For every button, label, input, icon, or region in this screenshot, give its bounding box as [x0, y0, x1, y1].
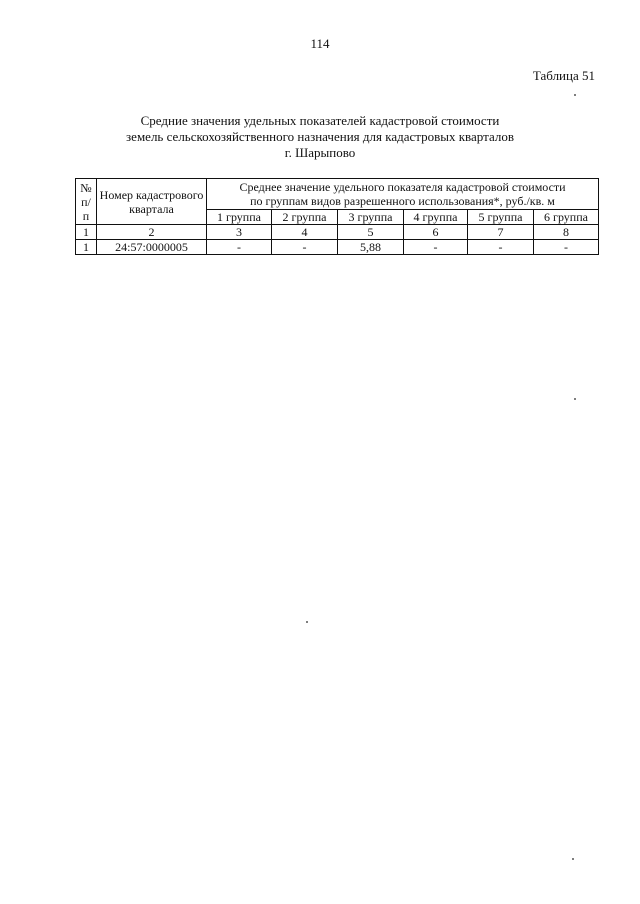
table-label: Таблица 51 — [532, 68, 595, 83]
cell-group-1: - — [207, 240, 272, 255]
cell-group-6: - — [534, 240, 599, 255]
header-group-1: 1 группа — [207, 210, 272, 225]
header-num: № п/п — [76, 179, 97, 225]
column-number: 1 — [76, 225, 97, 240]
cell-group-2: - — [272, 240, 338, 255]
column-number: 4 — [272, 225, 338, 240]
header-avg-line1: Среднее значение удельного показателя кадастровой стоимости — [239, 180, 566, 194]
title-line: земель сельскохозяйственного назначения для кадастровых кварталов — [126, 129, 514, 144]
table-row — [76, 240, 599, 255]
scan-speck — [306, 621, 308, 623]
column-number: 8 — [534, 225, 599, 240]
cell-group-4: - — [404, 240, 468, 255]
page-number: 114 — [310, 36, 330, 51]
scan-speck — [574, 94, 576, 96]
header-group-6: 6 группа — [534, 210, 599, 225]
header-quarter: Номер кадастрового квартала — [97, 179, 207, 225]
header-avg-value — [207, 179, 599, 210]
column-number: 3 — [207, 225, 272, 240]
header-group-4: 4 группа — [404, 210, 468, 225]
scan-speck — [572, 858, 574, 860]
title-line: Средние значения удельных показателей кадастровой стоимости — [140, 113, 500, 128]
column-number: 2 — [97, 225, 207, 240]
scan-speck — [574, 398, 576, 400]
header-group-2: 2 группа — [272, 210, 338, 225]
column-number: 6 — [404, 225, 468, 240]
cell-group-3: 5,88 — [338, 240, 404, 255]
header-group-5: 5 группа — [468, 210, 534, 225]
header-group-3: 3 группа — [338, 210, 404, 225]
column-number: 7 — [468, 225, 534, 240]
cell-num: 1 — [76, 240, 97, 255]
cell-group-5: - — [468, 240, 534, 255]
cell-quarter: 24:57:0000005 — [97, 240, 207, 255]
title-line: г. Шарыпово — [284, 145, 356, 160]
document-title — [0, 113, 640, 161]
column-number-row — [76, 225, 599, 240]
header-avg-line2: по группам видов разрешенного использования*, руб./кв. м — [250, 194, 555, 208]
cadastral-value-table — [75, 178, 599, 255]
column-number: 5 — [338, 225, 404, 240]
